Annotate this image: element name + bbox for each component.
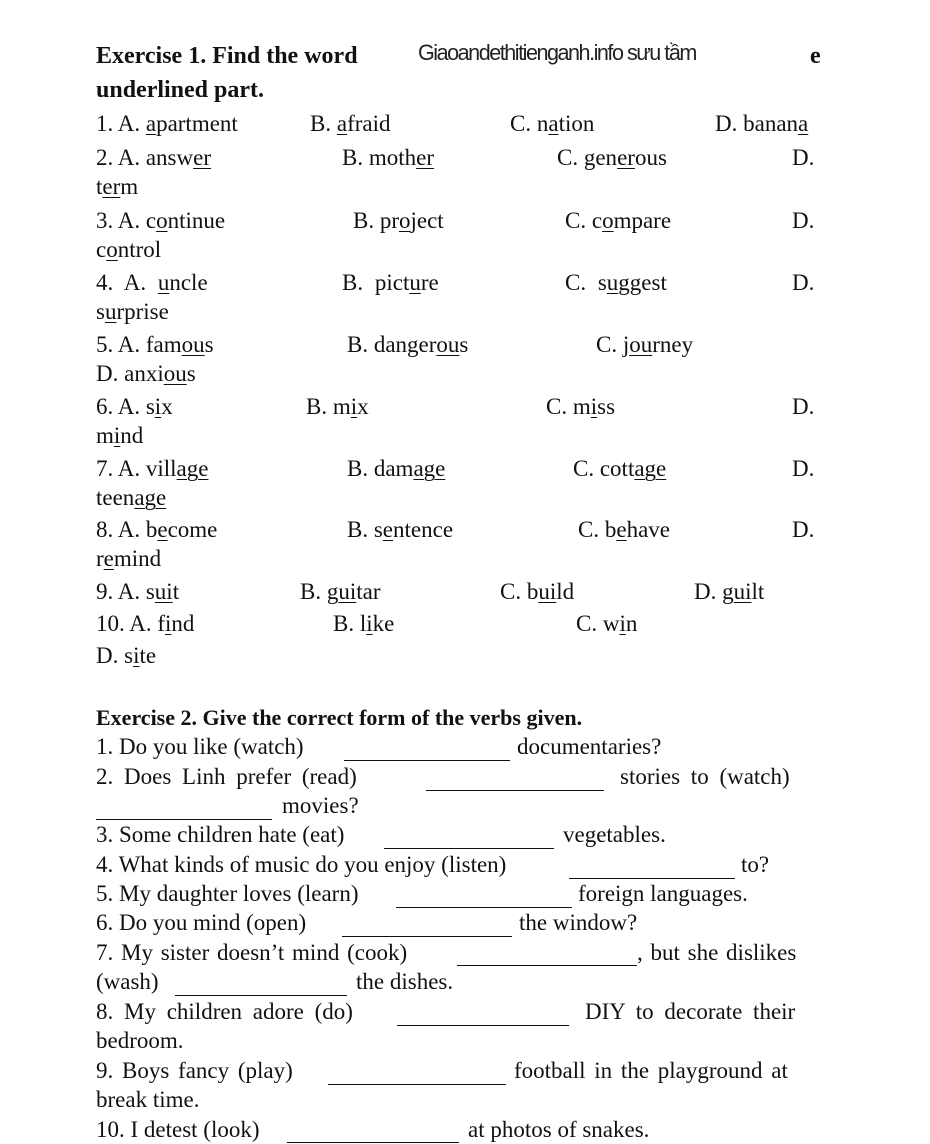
s5-text-end: foreign languages. bbox=[578, 881, 748, 906]
exercise1-title-line1 bbox=[96, 42, 358, 70]
s5-text: 5. My daughter loves (learn) bbox=[96, 881, 359, 906]
s8-blank[interactable] bbox=[397, 1025, 569, 1026]
q2-option-d: term bbox=[96, 174, 139, 199]
q9-option-a: 9. A. suit bbox=[96, 579, 180, 604]
s1-text: 1. Do you like (watch) bbox=[96, 734, 304, 759]
s7-text-wash: (wash) bbox=[96, 969, 159, 994]
q6-option-d: mind bbox=[96, 423, 144, 448]
q5-option-d: D. anxious bbox=[96, 361, 196, 386]
s10-text: 10. I detest (look) bbox=[96, 1117, 260, 1142]
q2-option-b: B. mother bbox=[342, 145, 434, 170]
q3-option-b: B. project bbox=[353, 208, 444, 233]
s6-text: 6. Do you mind (open) bbox=[96, 910, 307, 935]
q3-option-d: control bbox=[96, 237, 162, 262]
q7-option-b: B. damage bbox=[347, 456, 446, 481]
q8-option-c: C. behave bbox=[578, 517, 670, 542]
q5-option-c: C. journey bbox=[596, 332, 694, 357]
s2-text: 2. Does Linh prefer (read) bbox=[96, 764, 357, 789]
q4-option-d-label: D. bbox=[792, 270, 815, 295]
q8-option-d-label: D. bbox=[792, 517, 815, 542]
q3-option-d-label: D. bbox=[792, 208, 815, 233]
q1-option-d: D. banana bbox=[715, 111, 809, 136]
q4-option-b: B. picture bbox=[342, 270, 439, 295]
s3-blank[interactable] bbox=[384, 848, 554, 849]
q10-option-d: D. site bbox=[96, 643, 157, 668]
s2-blank-1[interactable] bbox=[426, 790, 604, 791]
s1-text-end: documentaries? bbox=[517, 734, 662, 759]
title-end: e bbox=[810, 43, 821, 69]
s9-text: 9. Boys fancy (play) bbox=[96, 1058, 293, 1083]
s7-blank-1[interactable] bbox=[457, 965, 637, 966]
s4-blank[interactable] bbox=[569, 878, 735, 879]
q2-option-a: 2. A. answer bbox=[96, 145, 211, 170]
q2-option-c: C. generous bbox=[557, 145, 667, 170]
s8-text-mid: DIY to decorate their bbox=[585, 999, 796, 1024]
q4-option-a: 4. A. uncle bbox=[96, 270, 208, 295]
q5-option-b: B. dangerous bbox=[347, 332, 469, 357]
q6-option-b: B. mix bbox=[306, 394, 369, 419]
s5-blank[interactable] bbox=[396, 907, 572, 908]
s4-text-end: to? bbox=[741, 852, 770, 877]
s7-text-end: the dishes. bbox=[356, 969, 454, 994]
s8-text-end: bedroom. bbox=[96, 1028, 184, 1053]
q10-option-b: B. like bbox=[333, 611, 395, 636]
q8-option-b: B. sentence bbox=[347, 517, 454, 542]
q3-option-a: 3. A. continue bbox=[96, 208, 226, 233]
q8-option-a: 8. A. become bbox=[96, 517, 218, 542]
q10-option-a: 10. A. find bbox=[96, 611, 195, 636]
q1-option-a: 1. A. apartment bbox=[96, 111, 238, 136]
q2-option-d-label: D. bbox=[792, 145, 815, 170]
title-text: Exercise 1. Find the word bbox=[96, 43, 358, 69]
q5-option-a: 5. A. famous bbox=[96, 332, 214, 357]
q6-option-d-label: D. bbox=[792, 394, 815, 419]
q7-option-c: C. cottage bbox=[573, 456, 667, 481]
s2-text-end: movies? bbox=[282, 793, 359, 818]
q4-option-d: surprise bbox=[96, 299, 169, 324]
s3-text: 3. Some children hate (eat) bbox=[96, 822, 345, 847]
q6-option-a: 6. A. six bbox=[96, 394, 173, 419]
q4-option-c: C. suggest bbox=[565, 270, 667, 295]
s7-text-mid: , but she dislikes bbox=[637, 940, 797, 965]
s6-text-end: the window? bbox=[519, 910, 638, 935]
s8-text: 8. My children adore (do) bbox=[96, 999, 353, 1024]
s6-blank[interactable] bbox=[342, 936, 512, 937]
s9-blank[interactable] bbox=[328, 1084, 506, 1085]
q3-option-c: C. compare bbox=[565, 208, 672, 233]
q7-option-a: 7. A. village bbox=[96, 456, 209, 481]
q6-option-c: C. miss bbox=[546, 394, 616, 419]
q7-option-d: teenage bbox=[96, 485, 167, 510]
q1-option-b: B. afraid bbox=[310, 111, 391, 136]
q9-option-c: C. build bbox=[500, 579, 575, 604]
exercise2-title: Exercise 2. Give the correct form of the verbs given. bbox=[96, 705, 583, 730]
s2-text-mid: stories to (watch) bbox=[620, 764, 790, 789]
q10-option-c: C. win bbox=[576, 611, 638, 636]
s9-text-end: break time. bbox=[96, 1087, 200, 1112]
s10-text-end: at photos of snakes. bbox=[468, 1117, 650, 1142]
q1-option-c: C. nation bbox=[510, 111, 595, 136]
s7-blank-2[interactable] bbox=[175, 995, 347, 996]
q7-option-d-label: D. bbox=[792, 456, 815, 481]
s7-text: 7. My sister doesn’t mind (cook) bbox=[96, 940, 408, 965]
s4-text: 4. What kinds of music do you enjoy (listen) bbox=[96, 852, 507, 877]
q9-option-d: D. guilt bbox=[694, 579, 765, 604]
s1-blank[interactable] bbox=[344, 760, 510, 761]
exercise1-title-line2: underlined part. bbox=[96, 77, 265, 103]
q8-option-d: remind bbox=[96, 546, 162, 571]
s9-text-mid: football in the playground at bbox=[514, 1058, 788, 1083]
s3-text-end: vegetables. bbox=[563, 822, 666, 847]
q9-option-b: B. guitar bbox=[300, 579, 381, 604]
watermark: Giaoandethitienganh.info sưu tầm bbox=[418, 40, 696, 65]
s2-blank-2[interactable] bbox=[96, 819, 272, 820]
